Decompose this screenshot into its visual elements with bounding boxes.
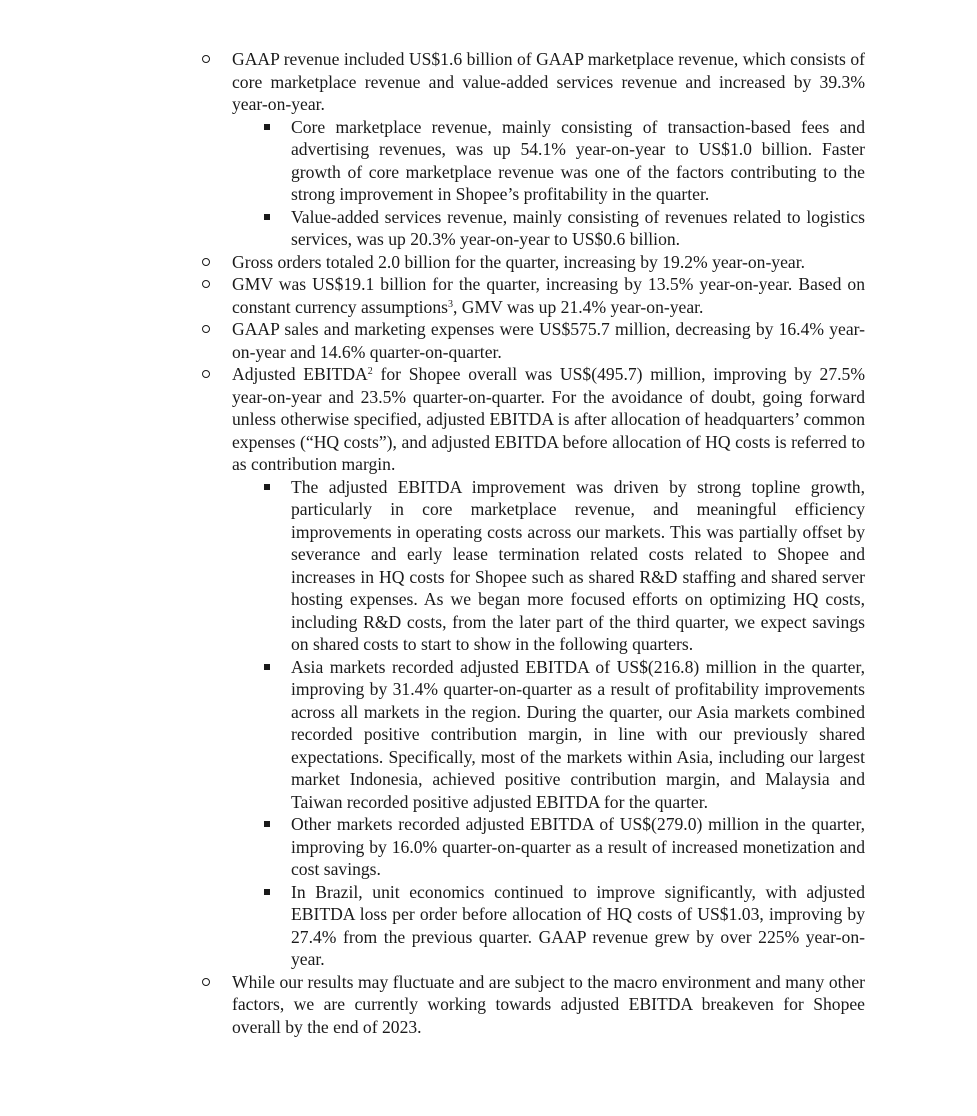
sub-list-item <box>291 476 865 656</box>
sub-list-item <box>291 656 865 814</box>
list-item-text: , GMV was up 21.4% year-on-year. <box>452 296 704 317</box>
list-item-text: While our results may fluctuate and are subject to the macro environment and many other factors, we are currently working towards adjusted EBITDA breakeven for Shopee overall by the end of 2023. <box>232 971 865 1037</box>
list-item <box>0 251 977 274</box>
document-page <box>0 48 977 1038</box>
sub-list-item <box>291 116 865 206</box>
square-bullet-icon <box>264 664 270 670</box>
list-item-text: GMV was US$19.1 billion for the quarter, increasing by 13.5% year-on-year. Based on constant currency assumptions <box>232 274 865 317</box>
list-item-text: GAAP revenue included US$1.6 billion of GAAP marketplace revenue, which consists of core marketplace revenue and value-added services revenue and increased by 39.3% year-on-year. <box>232 49 865 114</box>
sub-bullet-list <box>232 476 865 971</box>
sub-list-item <box>291 206 865 251</box>
list-item-text: Gross orders totaled 2.0 billion for the quarter, increasing by 19.2% year-on-year. <box>232 251 806 272</box>
list-item-text: for Shopee overall was US$(495.7) million, improving by 27.5% year-on-year and 23.5% quarter-on-quarter. For the avoidance of doubt, going forward unless otherwise specified, adjusted EBITDA is after allocation of headquarters’ common expenses (“HQ costs”), and adjusted EBITDA before allocation of HQ costs is referred to as contribution margin. <box>232 364 865 474</box>
square-bullet-icon <box>264 889 270 895</box>
list-item <box>0 971 977 1039</box>
square-bullet-icon <box>264 124 270 130</box>
sub-list-item-text: Other markets recorded adjusted EBITDA of US$(279.0) million in the quarter, improving by 16.0% quarter-on-quarter as a result of increased monetization and cost savings. <box>291 814 865 879</box>
hollow-circle-bullet-icon <box>202 370 210 378</box>
list-item-text: GAAP sales and marketing expenses were US$575.7 million, decreasing by 16.4% year-on-year and 14.6% quarter-on-quarter. <box>232 319 865 362</box>
sub-list-item-text: The adjusted EBITDA improvement was driven by strong topline growth, particularly in core marketplace revenue, and meaningful efficiency improvements in operating costs across our markets. This was partially offset by severance and early lease termination related costs related to Shopee and increases in HQ costs for Shopee such as shared R&D staffing and shared server hosting expenses. As we began more focused efforts on optimizing HQ costs, including R&D costs, from the later part of the third quarter, we expect savings on shared costs to start to show in the following quarters. <box>291 476 865 654</box>
list-item <box>0 318 977 363</box>
list-item <box>0 48 977 251</box>
sub-list-item-text: In Brazil, unit economics continued to improve significantly, with adjusted EBITDA loss per order before allocation of HQ costs of US$1.03, improving by 27.4% from the previous quarter. GAAP revenue grew by over 225% year-on-year. <box>291 881 865 969</box>
hollow-circle-bullet-icon <box>202 258 210 266</box>
square-bullet-icon <box>264 214 270 220</box>
hollow-circle-bullet-icon <box>202 55 210 63</box>
sub-list-item-text: Asia markets recorded adjusted EBITDA of US$(216.8) million in the quarter, improving by 31.4% quarter-on-quarter as a result of profitability improvements across all markets in the region. During the quarter, our Asia markets combined recorded positive contribution margin, in line with our previously shared expectations. Specifically, most of the markets within Asia, including our largest market Indonesia, achieved positive contribution margin, and Malaysia and Taiwan recorded positive adjusted EBITDA for the quarter. <box>291 656 865 812</box>
square-bullet-icon <box>264 484 270 490</box>
sub-list-item <box>291 881 865 971</box>
hollow-circle-bullet-icon <box>202 280 210 288</box>
footnote-marker: 2 <box>367 366 373 377</box>
hollow-circle-bullet-icon <box>202 978 210 986</box>
sub-bullet-list <box>232 116 865 251</box>
sub-list-item-text: Core marketplace revenue, mainly consisting of transaction-based fees and advertising revenues, was up 54.1% year-on-year to US$1.0 billion. Faster growth of core marketplace revenue was one of the factors contributing to the strong improvement in Shopee’s profitability in the quarter. <box>291 116 865 204</box>
list-item-text: Adjusted EBITDA <box>232 364 368 384</box>
list-item <box>0 273 977 318</box>
bullet-list <box>0 48 977 1038</box>
sub-list-item <box>291 813 865 881</box>
hollow-circle-bullet-icon <box>202 325 210 333</box>
footnote-marker: 3 <box>447 298 453 310</box>
sub-list-item-text: Value-added services revenue, mainly consisting of revenues related to logistics services, was up 20.3% year-on-year to US$0.6 billion. <box>291 206 865 249</box>
list-item <box>0 363 977 971</box>
square-bullet-icon <box>264 821 270 827</box>
